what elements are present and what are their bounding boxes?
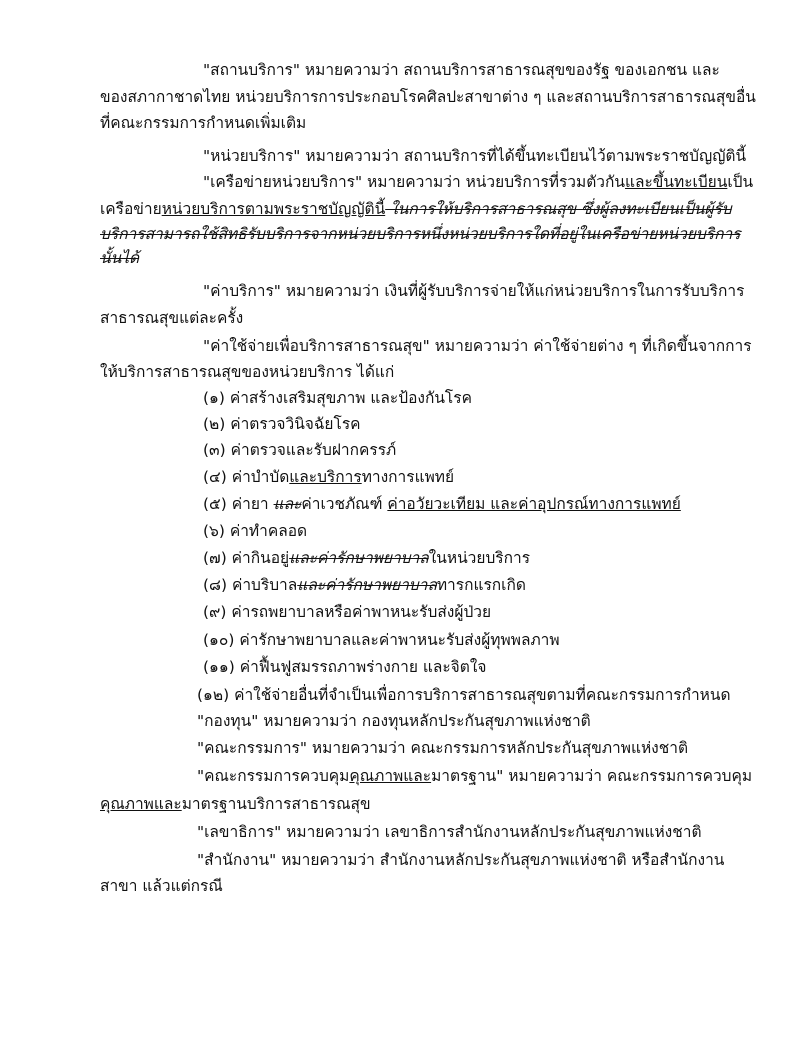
underlined-insertion: และบริการ bbox=[289, 468, 362, 486]
text-span: เป็น bbox=[727, 173, 754, 191]
list-item bbox=[203, 575, 526, 595]
list-item-text: (๑๐) ค่ารักษาพยาบาลและค่าพาหนะรับส่งผู้ทุพพลภาพ bbox=[203, 631, 560, 649]
list-item bbox=[203, 467, 454, 487]
text-line-content: สาขา แล้วแต่กรณี bbox=[100, 877, 223, 895]
struck-deletion: นั้นได้ bbox=[100, 249, 140, 267]
text-span: (๔) ค่าบำบัด bbox=[203, 468, 290, 486]
text-line-content: "คณะกรรมการ" หมายความว่า คณะกรรมการหลักประกันสุขภาพแห่งชาติ bbox=[197, 739, 689, 757]
text-line bbox=[100, 362, 394, 382]
text-line-content: "หน่วยบริการ" หมายความว่า สถานบริการที่ได้ขึ้นทะเบียนไว้ตามพระราชบัญญัตินี้ bbox=[203, 147, 747, 165]
list-item-text: (๓) ค่าตรวจและรับฝากครรภ์ bbox=[203, 441, 397, 459]
underlined-insertion: ค่าอวัยวะเทียม และค่าอุปกรณ์ทางการแพทย์ bbox=[387, 495, 681, 513]
text-line bbox=[100, 199, 732, 219]
text-line bbox=[100, 308, 243, 328]
list-item bbox=[203, 630, 560, 650]
list-item bbox=[203, 494, 681, 514]
text-line bbox=[100, 876, 223, 896]
list-item bbox=[203, 548, 530, 568]
text-line bbox=[100, 248, 139, 268]
text-line-content: ให้บริการสาธารณสุขของหน่วยบริการ ได้แก่ bbox=[100, 363, 395, 381]
struck-deletion: บริการสามารถใช้สิทธิรับบริการจากหน่วยบริการหนึ่งหน่วยบริการใดที่อยู่ในเครือข่ายหน่วยบริการ bbox=[100, 225, 741, 243]
list-item bbox=[203, 602, 491, 622]
list-item bbox=[197, 685, 731, 705]
text-line bbox=[100, 224, 741, 244]
text-span: มาตรฐานบริการสาธารณสุข bbox=[181, 795, 371, 813]
list-item-text: (๙) ค่ารถพยาบาลหรือค่าพาหนะรับส่งผู้ป่วย bbox=[203, 603, 492, 621]
list-item-text: (๖) ค่าทำคลอด bbox=[203, 522, 308, 540]
underlined-insertion: หน่วยบริการตามพระราชบัญญัตินี้ bbox=[161, 200, 386, 218]
definition-service-network bbox=[203, 172, 753, 192]
underlined-insertion: คุณภาพและ bbox=[100, 795, 182, 813]
text-span: ทารกแรกเกิด bbox=[436, 576, 526, 594]
list-item bbox=[203, 388, 472, 408]
text-line-content: "เลขาธิการ" หมายความว่า เลขาธิการสำนักงานหลักประกันสุขภาพแห่งชาติ bbox=[197, 823, 702, 841]
text-line-content: "ค่าใช้จ่ายเพื่อบริการสาธารณสุข" หมายความว่า ค่าใช้จ่ายต่าง ๆ ที่เกิดขึ้นจากการ bbox=[203, 337, 752, 355]
text-span: มาตรฐาน" หมายความว่า คณะกรรมการควบคุม bbox=[431, 767, 753, 785]
text-span: (๘) ค่าบริบาล bbox=[203, 576, 298, 594]
list-item bbox=[203, 521, 307, 541]
list-item-text: (๒) ค่าตรวจวินิจฉัยโรค bbox=[203, 415, 361, 433]
definition-quality-board bbox=[197, 766, 752, 786]
definition-office bbox=[197, 850, 724, 870]
list-item-text: (๑๑) ค่าฟื้นฟูสมรรถภาพร่างกาย และจิตใจ bbox=[203, 658, 487, 676]
struck-deletion: ในการให้บริการสาธารณสุข ซึ่งผู้ลงทะเบียนเป็นผู้รับ bbox=[385, 200, 732, 218]
underlined-insertion: คุณภาพและ bbox=[349, 767, 432, 785]
text-span: ในหน่วยบริการ bbox=[428, 549, 531, 567]
definition-health-service-expenses bbox=[203, 336, 752, 356]
text-line bbox=[100, 113, 306, 133]
underlined-insertion: และขึ้นทะเบียน bbox=[624, 173, 728, 191]
definition-secretary-general bbox=[197, 822, 702, 842]
list-item bbox=[203, 657, 486, 677]
definition-board bbox=[197, 738, 688, 758]
list-item-text: (๑๒) ค่าใช้จ่ายอื่นที่จำเป็นเพื่อการบริการสาธารณสุขตามที่คณะกรรมการกำหนด bbox=[197, 686, 731, 704]
struck-deletion: และ bbox=[273, 495, 302, 513]
text-span: (๕) ค่ายา bbox=[203, 495, 274, 513]
text-line-content: ของสภากาชาดไทย หน่วยบริการการประกอบโรคศิลปะสาขาต่าง ๆ และสถานบริการสาธารณสุขอื่น bbox=[100, 88, 756, 106]
text-line: "สถานบริการ" หมายความว่า สถานบริการสาธารณสุขของรัฐ ของเอกชน และ bbox=[203, 61, 720, 79]
text-line-content: สาธารณสุขแต่ละครั้ง bbox=[100, 309, 244, 327]
definition-service-fee bbox=[203, 281, 744, 301]
text-span: ทางการแพทย์ bbox=[361, 468, 455, 486]
list-item-text: (๑) ค่าสร้างเสริมสุขภาพ และป้องกันโรค bbox=[203, 389, 472, 407]
definition-service-place bbox=[203, 60, 720, 80]
text-line-content: "ค่าบริการ" หมายความว่า เงินที่ผู้รับบริการจ่ายให้แก่หน่วยบริการในการรับบริการ bbox=[203, 282, 745, 300]
struck-deletion: และค่ารักษาพยาบาล bbox=[297, 576, 437, 594]
struck-deletion: และค่ารักษาพยาบาล bbox=[289, 549, 429, 567]
text-span: เครือข่าย bbox=[100, 200, 162, 218]
list-item bbox=[203, 440, 396, 460]
text-span: (๗) ค่ากินอยู่ bbox=[203, 549, 290, 567]
list-item bbox=[203, 414, 361, 434]
definition-service-unit bbox=[203, 146, 746, 166]
text-span: "เครือข่ายหน่วยบริการ" หมายความว่า หน่วยบริการที่รวมตัวกัน bbox=[203, 173, 625, 191]
text-line-content: "สำนักงาน" หมายความว่า สำนักงานหลักประกันสุขภาพแห่งชาติ หรือสำนักงาน bbox=[197, 851, 725, 869]
text-line bbox=[100, 87, 756, 107]
text-span: ค่าเวชภัณฑ์ bbox=[301, 495, 388, 513]
text-line-content: "กองทุน" หมายความว่า กองทุนหลักประกันสุขภาพแห่งชาติ bbox=[197, 712, 591, 730]
text-line-content: ที่คณะกรรมการกำหนดเพิ่มเติม bbox=[100, 114, 307, 132]
text-span: "คณะกรรมการควบคุม bbox=[197, 767, 350, 785]
definition-fund bbox=[197, 711, 591, 731]
text-line bbox=[100, 794, 371, 814]
